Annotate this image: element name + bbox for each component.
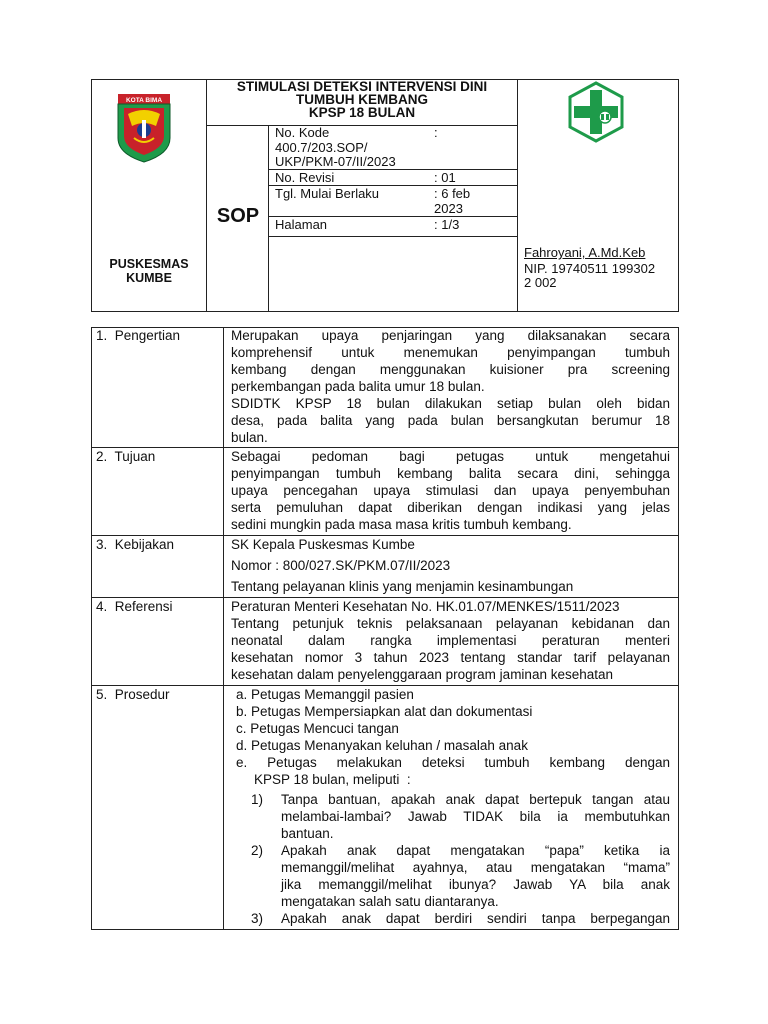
halaman-label: Halaman <box>275 217 328 232</box>
prosedur-step: a. Petugas Memanggil pasien <box>236 687 414 702</box>
sub-item-number: 1) <box>251 792 264 807</box>
pengertian-line: kembang dengan menggunakan kuisioner pra screening <box>231 362 670 377</box>
row-label-kebijakan: 3. Kebijakan <box>96 537 175 552</box>
referensi-line: neonatal dalam rangka implementasi peraturan menteri <box>231 633 670 648</box>
pengertian-text <box>231 327 670 446</box>
title-line-2: TUMBUH KEMBANG <box>296 92 428 107</box>
kode-label: No. Kode <box>275 125 330 140</box>
sub-item-1 <box>251 791 670 842</box>
org-name-line1: PUSKESMAS <box>109 257 189 271</box>
referensi-text <box>231 598 670 683</box>
sub-item-line: melambai-lambai? Jawab TIDAK bila ia membutuhkan <box>281 809 670 824</box>
org-name-line2: KUMBE <box>126 271 172 285</box>
prosedur-step: d. Petugas Menanyakan keluhan / masalah anak <box>236 738 528 753</box>
kode-value-line2: UKP/PKM-07/II/2023 <box>275 154 396 169</box>
pengertian-line: bulan. <box>231 430 268 445</box>
row-label-referensi: 4. Referensi <box>96 599 173 614</box>
pengertian-line: Merupakan upaya penjaringan yang dilaksanakan secara <box>231 328 670 343</box>
sub-item-line: Tanpa bantuan, apakah anak dapat bertepuk tangan atau <box>281 792 670 807</box>
pengertian-line: komprehensif untuk menemukan penyimpangan tumbuh <box>231 345 670 360</box>
prosedur-step: c. Petugas Mencuci tangan <box>236 721 399 736</box>
tgl-value-line1: : 6 feb <box>434 186 471 201</box>
tgl-value-line2: 2023 <box>434 201 463 216</box>
tujuan-line: sedini mungkin pada masa masa kritis tumbuh kembang. <box>231 517 572 532</box>
sub-item-number: 3) <box>251 911 264 926</box>
referensi-line: Tentang petunjuk teknis pelaksanaan pelayanan kebidanan dan <box>231 616 670 631</box>
kebijakan-line: SK Kepala Puskesmas Kumbe <box>231 537 415 552</box>
halaman-value: : 1/3 <box>434 217 460 232</box>
sub-item-line: memanggil/melihat ayahnya, atau mengatakan “mama” <box>281 860 670 875</box>
kebijakan-line: Nomor : 800/027.SK/PKM.07/II/2023 <box>231 558 451 573</box>
tujuan-line: upaya pencegahan upaya stimulasi dan upaya penyembuhan <box>231 483 670 498</box>
signer-nip-line1: NIP. 19740511 199302 <box>524 261 656 276</box>
sub-item-3 <box>251 910 670 927</box>
puskesmas-logo <box>565 80 627 144</box>
prosedur-step-e: e. Petugas melakukan deteksi tumbuh kembang dengan <box>236 755 670 770</box>
sub-item-2 <box>251 842 670 910</box>
row-label-pengertian: 1. Pengertian <box>96 328 181 343</box>
signer-name: Fahroyani, A.Md.Keb <box>524 245 646 260</box>
referensi-line: kesehatan nomor 3 tahun 2023 tentang standar tarif pelayanan <box>231 650 670 665</box>
pengertian-line: desa, pada balita yang pada bulan bersangkutan berumur 18 <box>231 413 670 428</box>
sub-item-line: jika memanggil/melihat ibunya? Jawab YA bila anak <box>281 877 670 892</box>
sub-item-line: bantuan. <box>281 826 334 841</box>
tgl-label: Tgl. Mulai Berlaku <box>275 186 380 201</box>
document-title <box>206 80 518 119</box>
row-label-tujuan: 2. Tujuan <box>96 449 156 464</box>
emblem-text: KOTA BIMA <box>125 97 163 104</box>
referensi-line: Peraturan Menteri Kesehatan No. HK.01.07/MENKES/1511/2023 <box>231 599 620 614</box>
row-label-prosedur: 5. Prosedur <box>96 687 170 702</box>
tujuan-line: Sebagai pedoman bagi petugas untuk mengetahui <box>231 449 670 464</box>
signer-nip-line2: 2 002 <box>524 275 557 290</box>
revisi-label: No. Revisi <box>275 170 335 185</box>
tujuan-line: penyimpangan tumbuh kembang balita secara dini, sehingga <box>231 466 670 481</box>
kota-bima-emblem <box>116 92 172 164</box>
sub-item-number: 2) <box>251 843 264 858</box>
pengertian-line: SDIDTK KPSP 18 bulan dilakukan setiap bulan oleh bidan <box>231 396 670 411</box>
prosedur-step-e-cont: KPSP 18 bulan, meliputi : <box>254 772 411 787</box>
revisi-value: : 01 <box>434 170 456 185</box>
kode-value-line1: 400.7/203.SOP/ <box>275 140 368 155</box>
referensi-line: kesehatan dalam penyelenggaraan program jaminan kesehatan <box>231 667 614 682</box>
pengertian-line: perkembangan pada balita umur 18 bulan. <box>231 379 485 394</box>
prosedur-step: b. Petugas Mempersiapkan alat dan dokumentasi <box>236 704 533 719</box>
tujuan-line: serta pemuluhan dapat diberikan dengan indikasi yang jelas <box>231 500 670 515</box>
sub-item-line: Apakah anak dapat mengatakan “papa” ketika ia <box>281 843 670 858</box>
sop-label: SOP <box>216 205 260 227</box>
kebijakan-text <box>231 536 670 595</box>
title-line-1: STIMULASI DETEKSI INTERVENSI DINI <box>236 79 488 94</box>
sub-item-line: mengatakan salah satu diantaranya. <box>281 894 499 909</box>
tujuan-text <box>231 448 670 533</box>
sub-item-line: Apakah anak dapat berdiri sendiri tanpa berpegangan <box>281 911 670 926</box>
kode-colon: : <box>434 125 438 140</box>
prosedur-text <box>236 686 670 788</box>
title-line-3: KPSP 18 BULAN <box>308 105 416 120</box>
kebijakan-line: Tentang pelayanan klinis yang menjamin kesinambungan <box>231 579 574 594</box>
